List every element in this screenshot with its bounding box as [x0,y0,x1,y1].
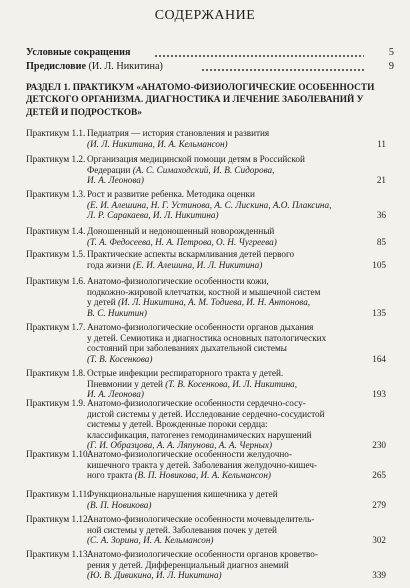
page-number: 21 [376,175,386,186]
toc-entry-label: Практикум 1.9. [26,398,86,408]
section-heading: РАЗДЕЛ 1. ПРАКТИКУМ «АНАТОМО-ФИЗИОЛОГИЧЕСКИЕ ОСОБЕННОСТИ ДЕТСКОГО ОРГАНИЗМА. ДИАГНОСТИКА И ЛЕЧЕНИЕ ЗАБОЛЕВАНИЙ У ДЕТЕЙ И ПОДРОСТКОВ» [26,83,375,118]
toc-entry-line: рения у детей. Дифференциальный диагноз анемий [87,559,289,570]
leader-dots [154,55,364,57]
toc-front-preface [26,61,394,73]
preface-author-open: (И. Л. Никитина [85,61,160,72]
page-number: 9 [388,61,394,72]
toc-entry-line: (Ю. В. Дивикина, И. Л. Никитина) [87,570,222,581]
toc-entry-label: Практикум 1.6. [26,276,86,286]
toc-entry-line: Пневмонии у детей (Т. В. Косенкова, И. Л. Никитина, [87,378,298,389]
toc-entry-line: Организация медицинской помощи детям в Российской [87,154,305,164]
page-number: 230 [372,440,386,451]
toc-entry-line: Анатомо-физиологические особенности желудочно- [87,449,292,459]
toc-entry-line: Доношенный и недоношенный новорожденный [87,226,275,236]
toc-entry-label: Практикум 1.10. [26,449,90,459]
toc-entry-label: Практикум 1.3. [26,189,86,199]
toc-entry-label: Практикум 1.12. [26,514,90,524]
toc-entry-line: Практические аспекты вскармливания детей первого [87,249,295,259]
toc-entry-line: системы у детей. Врожденные пороки сердца: [87,419,268,430]
toc-entry-line: Анатомо-физиологические особенности сердечно-сосу- [87,398,306,408]
toc-entry-line: Функциональные нарушения кишечника у детей [87,489,278,499]
toc-entry-line: Анатомо-физиологические особенности кожи, [87,276,269,286]
page-number: 36 [376,210,386,221]
toc-entry-line: состояний при заболеваниях дыхательной системы [87,343,287,354]
toc-entry-line: (Т. А. Федосеева, Н. А. Петрова, О. Н. Чугреева) [87,236,277,247]
toc-entry-label: Практикум 1.13. [26,549,90,559]
toc-entry-line: Федерации (А. С. Симаходский, И. В. Сидорова, [87,164,275,175]
toc-entry-line: кишечного тракта у детей. Заболевания желудочно-кишеч- [87,459,318,470]
toc-entry-line: (Г. И. Образцова, А. А. Ляпунова, А. А. Черных) [87,440,273,451]
front-title-abbreviations: Условные сокращения [26,47,131,58]
toc-entry-label: Практикум 1.7. [26,322,86,332]
toc-entry-line: В. С. Никитин) [87,307,147,318]
page-number: 5 [388,47,394,58]
toc-entry-line: (И. Л. Никитина, И. А. Кельмансон) [87,138,228,149]
toc-entry-line: Анатомо-физиологические особенности органов дыхания [87,322,314,332]
toc-entry-line: у детей. Семиотика и диагностика основных патологических [87,332,327,343]
page-number: 85 [376,236,386,247]
toc-entry-line: Рост и развитие ребенка. Методика оценки [87,189,255,199]
toc-entry-label: Практикум 1.5. [26,249,86,259]
toc-entry-line: у детей (И. Л. Никитина, А. М. Тодиева, И. Н. Антонова, [87,297,311,308]
toc-entry-line: Анатомо-физиологические особенности мочевыделитель- [87,514,315,524]
toc-entry-line: Л. Р. Саракаева, И. Л. Никитина) [87,210,219,221]
page-number: 193 [372,389,386,400]
toc-entry-line: ной системы у детей. Заболевания почек у детей [87,524,277,535]
toc-entry-line: Анатомо-физиологические особенности органов кроветво- [87,549,318,559]
toc-entry-label: Практикум 1.2. [26,154,86,164]
page-number: 265 [372,470,386,481]
page-number: 302 [372,535,386,546]
toc-entry-line: (С. А. Зорина, И. А. Кельмансон) [87,535,214,546]
page-title: СОДЕРЖАНИЕ [154,8,256,23]
toc-entry-line: (В. П. Новикова) [87,499,152,510]
toc-entry-line: И. А. Леонова) [87,389,144,400]
toc-entry-line: И. А. Леонова) [87,175,144,186]
toc-entry-line: классификация, патогенез гемодинамических нарушений [87,429,312,440]
page-number: 164 [372,353,386,364]
toc-entry-line: Педиатрия — история становления и развития [87,128,270,138]
toc-entry-label: Практикум 1.8. [26,368,86,378]
page-number: 339 [372,570,386,581]
toc-entry-line: Острые инфекции респираторного тракта у детей. [87,368,284,378]
toc-entry-label: Практикум 1.4. [26,226,86,236]
toc-entry-line: года жизни (Е. И. Алешина, И. Л. Никитина) [87,259,263,270]
toc-entry-label: Практикум 1.11. [26,489,90,499]
preface-author-close: ) [159,61,163,72]
page-number: 279 [372,499,386,510]
leader-dots [201,69,364,71]
toc-entry-line: дистой системы у детей. Исследование сердечно-сосудистой [87,408,325,419]
toc-entry-line: подкожно-жировой клетчатки, костной и мышечной систем [87,286,321,297]
toc-entry-line: (Е. И. Алешина, Н. Г. Устинова, А. С. Лискина, А.О. Плаксина, [87,199,332,210]
page-number: 135 [372,307,386,318]
toc-entry-line: (Т. В. Косенкова) [87,353,153,364]
toc-entry-label: Практикум 1.1. [26,128,86,138]
toc-front-abbreviations [26,47,394,59]
front-title-preface: Предисловие [26,61,86,72]
page-number: 105 [372,259,386,270]
toc-entry-line: ного тракта (В. П. Новикова, И. А. Кельмансон) [87,470,271,481]
page-number: 11 [377,138,386,149]
